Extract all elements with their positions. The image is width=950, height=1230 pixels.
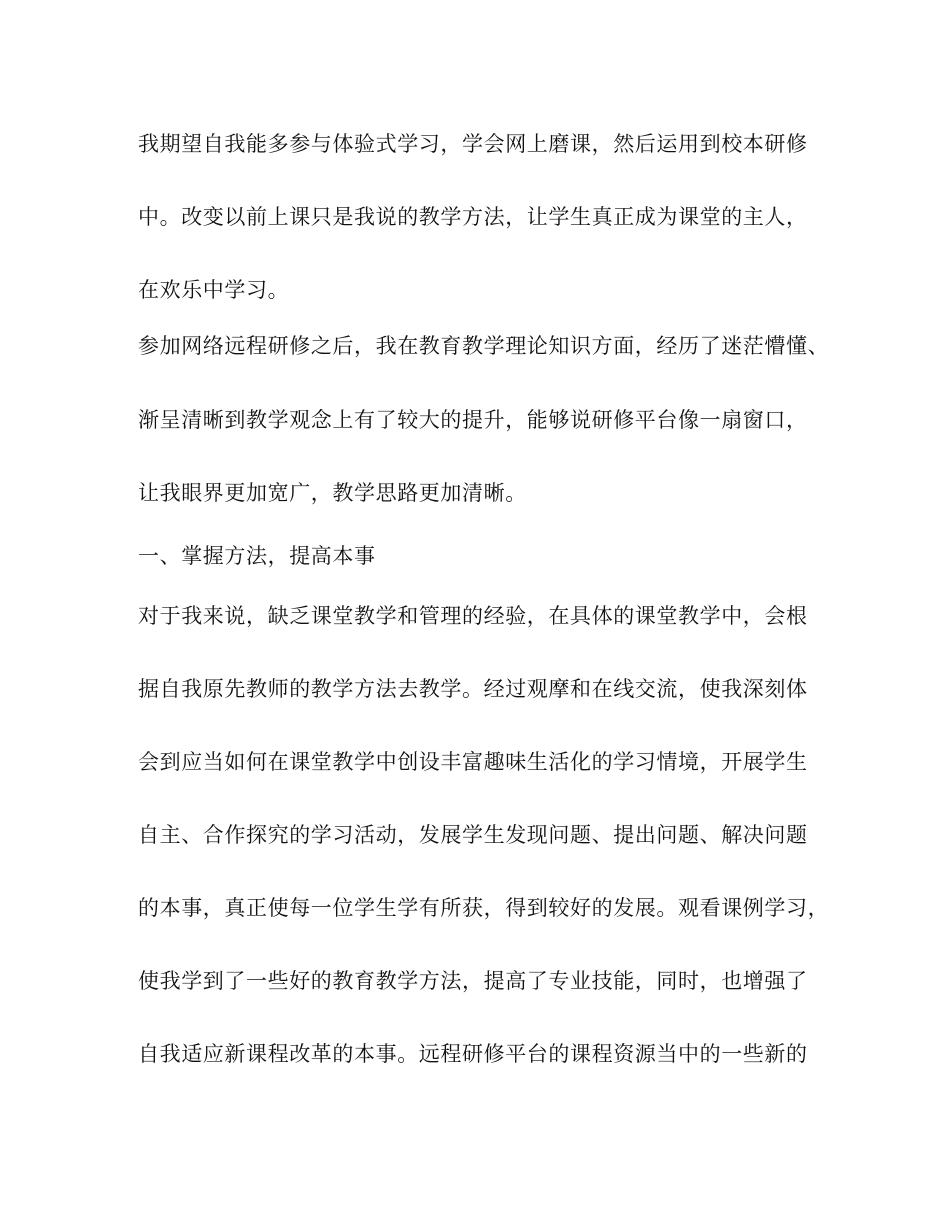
paragraph-line: 对于我来说，缺乏课堂教学和管理的经验，在具体的课堂教学中，会根: [138, 604, 808, 628]
paragraph-line: 我期望自我能多参与体验式学习，学会网上磨课，然后运用到校本研修: [138, 132, 808, 156]
paragraph-line: 据自我原先教师的教学方法去教学。经过观摩和在线交流，使我深刻体: [138, 677, 808, 701]
paragraph-line: 使我学到了一些好的教育教学方法，提高了专业技能，同时，也增强了: [138, 969, 808, 993]
paragraph-line: 渐呈清晰到教学观念上有了较大的提升，能够说研修平台像一扇窗口，: [138, 408, 808, 432]
section-heading: 一、掌握方法，提高本事: [138, 544, 376, 568]
paragraph-line: 会到应当如何在课堂教学中创设丰富趣味生活化的学习情境，开展学生: [138, 750, 808, 774]
paragraph-line: 的本事，真正使每一位学生学有所获，得到较好的发展。观看课例学习，: [138, 896, 830, 920]
paragraph-line: 自主、合作探究的学习活动，发展学生发现问题、提出问题、解决问题: [138, 823, 808, 847]
paragraph-line: 让我眼界更加宽广，教学思路更加清晰。: [138, 481, 527, 505]
paragraph-line: 中。改变以前上课只是我说的教学方法，让学生真正成为课堂的主人，: [138, 205, 808, 229]
paragraph-line: 在欢乐中学习。: [138, 278, 290, 302]
paragraph-line: 自我适应新课程改革的本事。远程研修平台的课程资源当中的一些新的: [138, 1042, 808, 1066]
paragraph-line: 参加网络远程研修之后，我在教育教学理论知识方面，经历了迷茫懵懂、: [138, 334, 830, 358]
